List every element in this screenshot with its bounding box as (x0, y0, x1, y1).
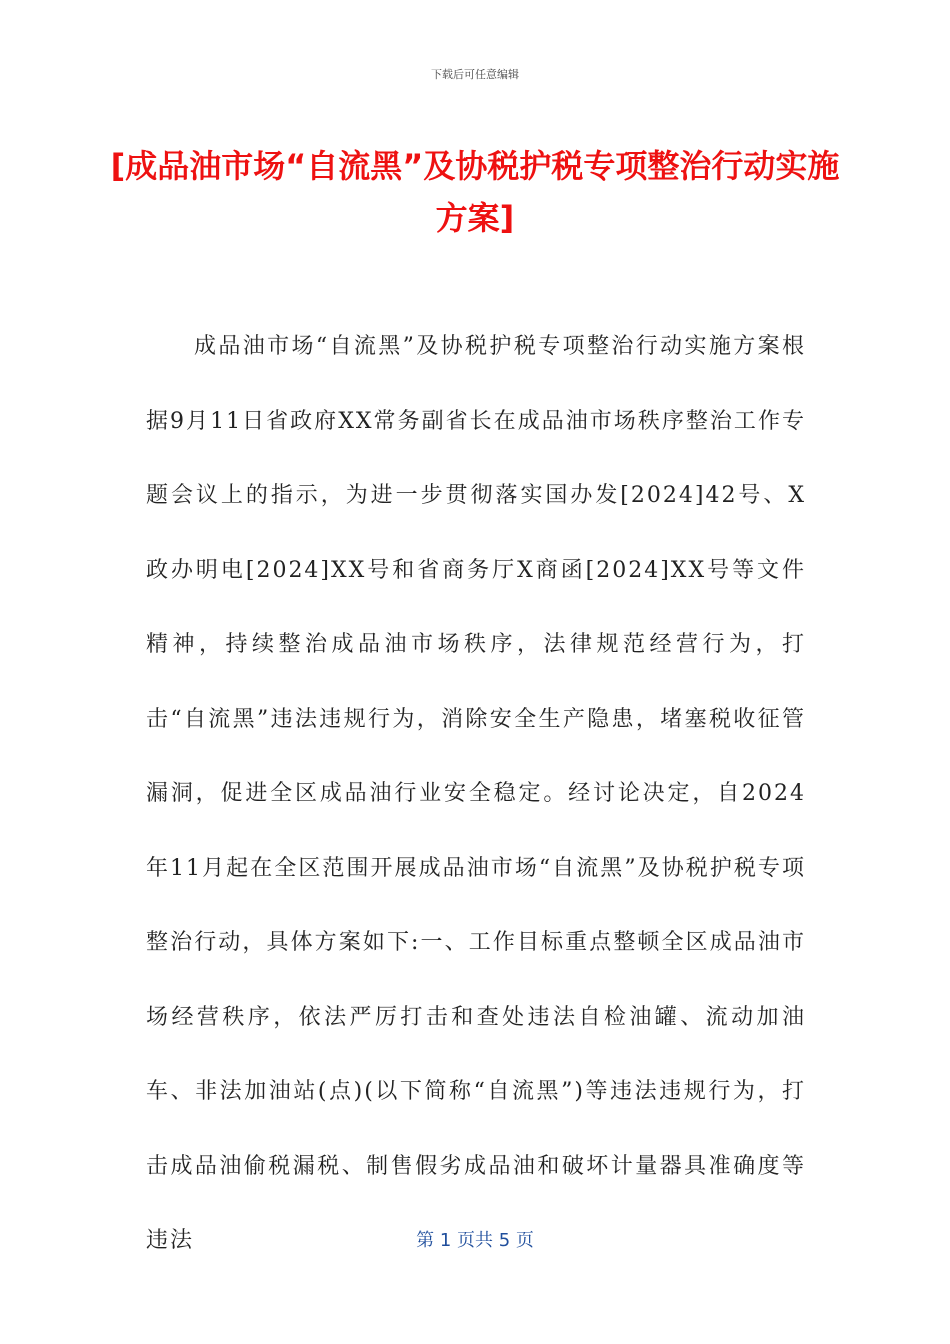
document-body: 成品油市场“自流黑”及协税护税专项整治行动实施方案根据9月11日省政府XX常务副省长在成品油市场秩序整治工作专题会议上的指示，为进一步贯彻落实国办发[2024]42号、X政办明电[2024]XX号和省商务厅X商函[2024]XX号等文件精神，持续整治成品油市场秩序，法律规范经营行为，打击“自流黑”违法违规行为，消除安全生产隐患，堵塞税收征管漏洞，促进全区成品油行业安全稳定。经讨论决定，自2024年11月起在全区范围开展成品油市场“自流黑”及协税护税专项整治行动，具体方案如下:一、工作目标重点整顿全区成品油市场经营秩序，依法严厉打击和查处违法自检油罐、流动加油车、非法加油站(点)(以下简称“自流黑”)等违法违规行为，打击成品油偷税漏税、制售假劣成品油和破坏计量器具准确度等违法 (146, 334, 806, 1253)
document-title: [成品油市场“自流黑”及协税护税专项整治行动实施方案] (110, 147, 840, 237)
header-note: 下载后可任意编辑 (431, 68, 519, 81)
page-number-footer: 第 1 页共 5 页 (416, 1230, 534, 1251)
